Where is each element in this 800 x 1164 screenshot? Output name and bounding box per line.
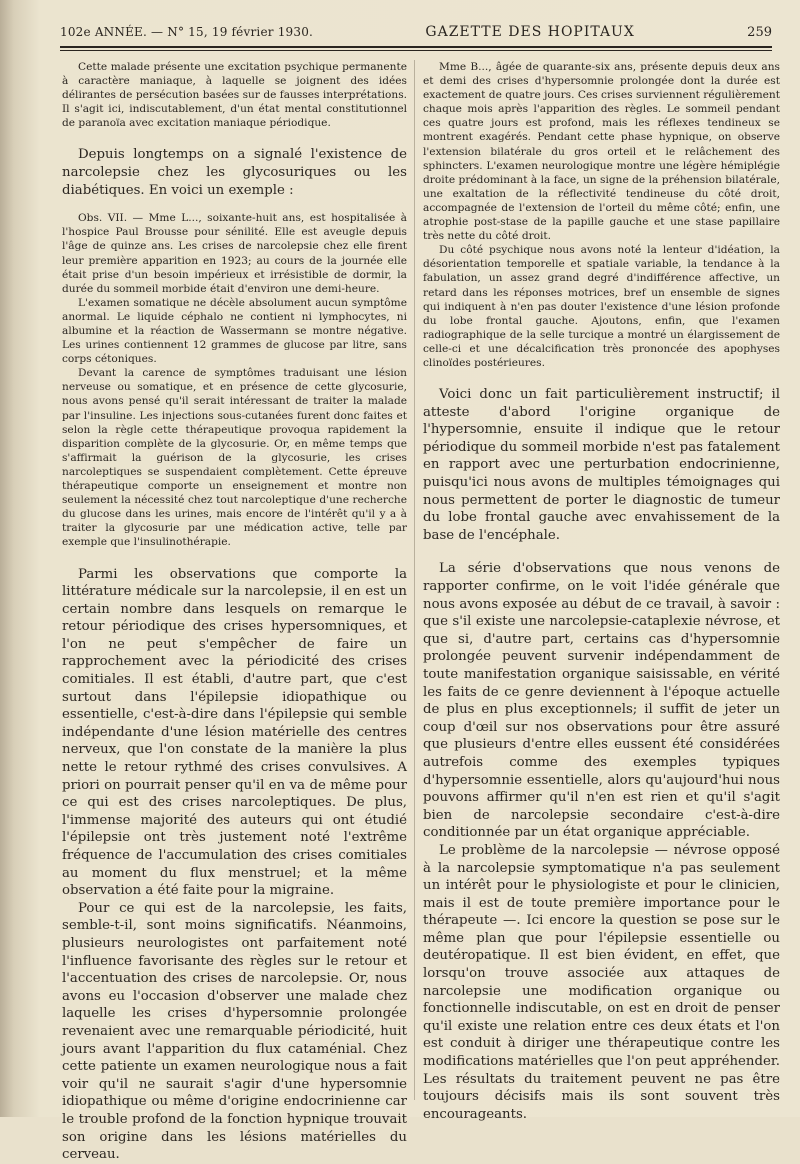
- header-rule-thin: [60, 50, 772, 51]
- paragraph-obs-vii: Obs. VII. — Mme L..., soixante-huit ans, est hospitalisée à l'hospice Paul Brousse pour sénilité. Elle est aveugle depuis l'âge de quinze ans. Les crises de narcolepsie chez elle firent leur première apparition en 1923; au cours de la journée elle était prise d'un besoin impérieux et irrésistible de dormir, la durée du sommeil morbide était d'environ une demi-heure.: [62, 212, 407, 295]
- left-column: [62, 60, 407, 1164]
- journal-title: GAZETTE DES HOPITAUX: [425, 24, 635, 40]
- paragraph-exam-somatique: L'examen somatique ne décèle absolument aucun symptôme anormal. Le liquide céphalo ne contient ni lymphocytes, ni albumine et la réaction de Wassermann se montre négative. Les urines contiennent 12 grammes de glucose par litre, sans corps cétoniques.: [62, 296, 407, 366]
- paragraph-psychique: Du côté psychique nous avons noté la lenteur d'idéation, la désorientation temporelle et spatiale variable, la tendance à la fabulation, un assez grand degré d'indifférence affective, un retard dans les réponses motrices, bref un ensemble de signes qui indiquent à n'en pas douter l'existence d'une lésion profonde du lobe frontal gauche. Ajoutons, enfin, que l'examen radiographique de la selle turcique a montré un élargissement de celle-ci et une décalcification très prononcée des apophyses clinoïdes postérieures.: [423, 244, 780, 369]
- column-divider: [414, 60, 415, 1100]
- issue-info: 102e ANNÉE. — N° 15, 19 février 1930.: [60, 25, 314, 39]
- paragraph-narcolepsie-regles: Pour ce qui est de la narcolepsie, les faits, semble-t-il, sont moins significatifs. Néanmoins, plusieurs neurologistes ont parfaitement noté l'influence favorisante des règles sur le retour et l'accentuation des crises de narcolepsie. Or, nous avons eu l'occasion d'observer une malade chez laquelle les crises d'hypersomnie prolongée revenaient avec une remarquable périodicité, huit jours avant l'apparition du flux cataménial. Chez cette patiente un examen neurologique nous a fait voir qu'il ne saurait s'agir d'une hypersomnie idiopathique ou même d'origine endocrinienne car le trouble profond de la fonction hypnique trouvait son origine dans les lésions matérielles du cerveau.: [62, 900, 407, 1163]
- page-number: 259: [747, 24, 772, 40]
- paragraph-insuline: Devant la carence de symptômes traduisant une lésion nerveuse ou somatique, et en présence de cette glycosurie, nous avons pensé qu'il serait intéressant de traiter la malade par l'insuline. Les injections sous-cutanées furent donc faites et selon la règle cette thérapeutique provoqua rapidement la disparition complète de la glycosurie. Or, en même temps que s'affirmait la guérison de la glycosurie, les crises narcoleptiques se suspendaient complètement. Cette épreuve thérapeutique comporte un enseignement et montre non seulement la nécessité chez tout narcoleptique d'une recherche du glucose dans les urines, mais encore de l'intérêt qu'il y a à traiter la glycosurie par une médication active, telle par exemple que l'insulinothérapie.: [62, 367, 407, 549]
- paragraph-probleme-therapeute: Le problème de la narcolepsie — névrose opposé à la narcolepsie symptomatique n'a pas seulement un intérêt pour le physiologiste et pour le clinicien, mais il est de toute première importance pour le thérapeute —. Ici encore la question se pose sur le même plan que pour l'épilepsie essentielle ou deutéropatique. Il est bien évident, en effet, que lorsqu'on trouve associée aux attaques de narcolepsie une modification organique ou fonctionnelle indiscutable, on est en droit de penser qu'il existe une relation entre ces deux états et l'on est conduit à diriger une thérapeutique contre les modifications matérielles que l'on peut appréhender. Les résultats du traitement peuvent ne pas être toujours décisifs mais ils sont souvent très encourageants.: [423, 842, 780, 1122]
- page-header: [60, 20, 772, 44]
- right-column: [423, 60, 780, 1123]
- header-rule-thick: [60, 46, 772, 48]
- paragraph-mme-b: Mme B..., âgée de quarante-six ans, présente depuis deux ans et demi des crises d'hypersomnie prolongée dont la durée est exactement de quatre jours. Ces crises surviennent régulièrement chaque mois après l'apparition des règles. Le sommeil pendant ces quatre jours est profond, mais les réflexes tendineux se montrent exagérés. Pendant cette phase hypnique, on observe l'extension bilatérale du gros orteil et le relâchement des sphincters. L'examen neurologique montre une légère hémiplégie droite prédominant à la face, un signe de la préhension bilatérale, une exaltation de la réflectivité tendineuse du côté droit, accompagnée de l'extension de l'orteil du même côté; enfin, une atrophie post-stase de la papille gauche et une stase papillaire très nette du côté droit.: [423, 61, 780, 243]
- paragraph-serie-observations: La série d'observations que nous venons de rapporter confirme, on le voit l'idée générale que nous avons exposée au début de ce travail, à savoir : que s'il existe une narcolepsie-cataplexie névrose, et que si, d'autre part, certains cas d'hypersomnie prolongée peuvent survenir indépendamment de toute manifestation organique saisissable, en vérité les faits de ce genre deviennent à l'époque actuelle de plus en plus exceptionnels; il suffit de jeter un coup d'œil sur nos observations pour être assuré que plusieurs d'entre elles eussent été considérées autrefois comme des exemples typiques d'hypersomnie essentielle, alors qu'aujourd'hui nous pouvons affirmer qu'il n'en est rien et qu'il s'agit bien de narcolepsie secondaire c'est-à-dire conditionnée par un état organique appréciable.: [423, 561, 780, 841]
- paragraph-periodicite: Parmi les observations que comporte la littérature médicale sur la narcolepsie, il en est un certain nombre dans lesquels on remarque le retour périodique des crises hypersomniques, et l'on ne peut s'empêcher de faire un rapprochement avec la périodicité des crises comitiales. Il est établi, d'autre part, que c'est surtout dans l'épilepsie idiopathique ou essentielle, c'est-à-dire dans l'épilepsie qui semble indépendante d'une lésion matérielle des centres nerveux, que l'on constate de la manière la plus nette le retour rythmé des crises convulsives. A priori on pourrait penser qu'il en va de même pour ce qui est des crises narcoleptiques. De plus, l'immense majorité des auteurs qui ont étudié l'épilepsie ont très justement noté l'extrême fréquence de l'accumulation des crises comitiales au moment du flux menstruel; et la même observation a été faite pour la migraine.: [62, 566, 407, 899]
- paragraph-glycosuria-intro: Depuis longtemps on a signalé l'existence de narcolepsie chez les glycosuriques ou les diabétiques. En voici un exemple :: [62, 147, 407, 198]
- paragraph-fait-instructif: Voici donc un fait particulièrement instructif; il atteste d'abord l'origine organique de l'hypersomnie, ensuite il indique que le retour périodique du sommeil morbide n'est pas fatalement en rapport avec une perturbation endocrinienne, puisqu'ici nous avons de multiples témoignages qui nous permettent de porter le diagnostic de tumeur du lobe frontal gauche avec envahissement de la base de l'encéphale.: [423, 387, 780, 543]
- paragraph-paranoia: Cette malade présente une excitation psychique permanente à caractère maniaque, à laquelle se joignent des idées délirantes de persécution basées sur de fausses interprétations. Il s'agit ici, indiscutablement, d'un état mental constitutionnel de paranoïa avec excitation maniaque périodique.: [62, 61, 407, 130]
